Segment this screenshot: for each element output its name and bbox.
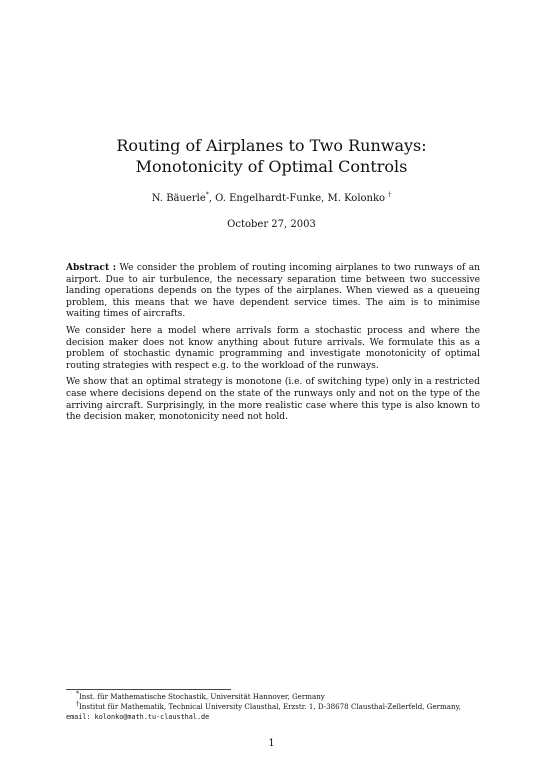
email-address: kolonko@math.tu-clausthal.de (90, 713, 210, 721)
author-1: N. Bäuerle (151, 193, 206, 204)
paper-date: October 27, 2003 (227, 219, 316, 230)
footnote-1 (66, 692, 480, 702)
abstract-paragraph-3: We show that an optimal strategy is monotone (i.e. of switching type) only in a restricted case where decisions depend on the state of the runways only and not on the type of the arriving aircraft. Surprisingly, in the more realistic case where this type is also known to the decision maker, monotonicity need not hold. (66, 377, 480, 423)
email-label: email: (66, 713, 91, 721)
footnote-2-email-line (66, 712, 480, 722)
title-line-1: Routing of Airplanes to Two Runways: (116, 136, 427, 155)
authors-2-3: O. Engelhardt-Funke, M. Kolonko (211, 193, 389, 204)
footnote-2-mark: † (76, 700, 79, 708)
abstract (66, 262, 480, 429)
footnote-1-text: Inst. für Mathematische Stochastik, Universität Hannover, Germany (79, 692, 325, 701)
abstract-text-1: We consider the problem of routing incoming airplanes to two runways of an airport. Due to air turbulence, the necessary separation time between two successive landing operations depends on the types of the airplanes. When viewed as a queueing problem, this means that we have dependent service times. The aim is to minimise waiting times of aircrafts. (66, 263, 480, 320)
abstract-paragraph-2: We consider here a model where arrivals form a stochastic process and where the decision maker does not know anything about future arrivals. We formulate this as a problem of stochastic dynamic programming and investigate monotonicity of optimal routing strategies with respect e.g. to the workload of the runways. (66, 325, 480, 371)
footnote-marker-1: * (205, 191, 209, 199)
abstract-paragraph-1 (66, 262, 480, 321)
author-list (0, 192, 543, 206)
author-separator: , (208, 193, 212, 204)
footnote-marker-2: † (388, 191, 392, 199)
page-number: 1 (268, 738, 275, 749)
footnotes (66, 692, 480, 722)
footnote-1-mark: * (76, 690, 79, 698)
footnote-rule (66, 689, 231, 690)
footnote-2-text: Institut für Mathematik, Technical University Clausthal, Erzstr. 1, D-38678 Clausthal-Zellerfeld, Germany, (79, 702, 461, 711)
footnote-2 (66, 702, 480, 712)
paper-title (0, 135, 543, 177)
title-line-2: Monotonicity of Optimal Controls (135, 157, 408, 176)
abstract-label: Abstract : (66, 262, 117, 273)
